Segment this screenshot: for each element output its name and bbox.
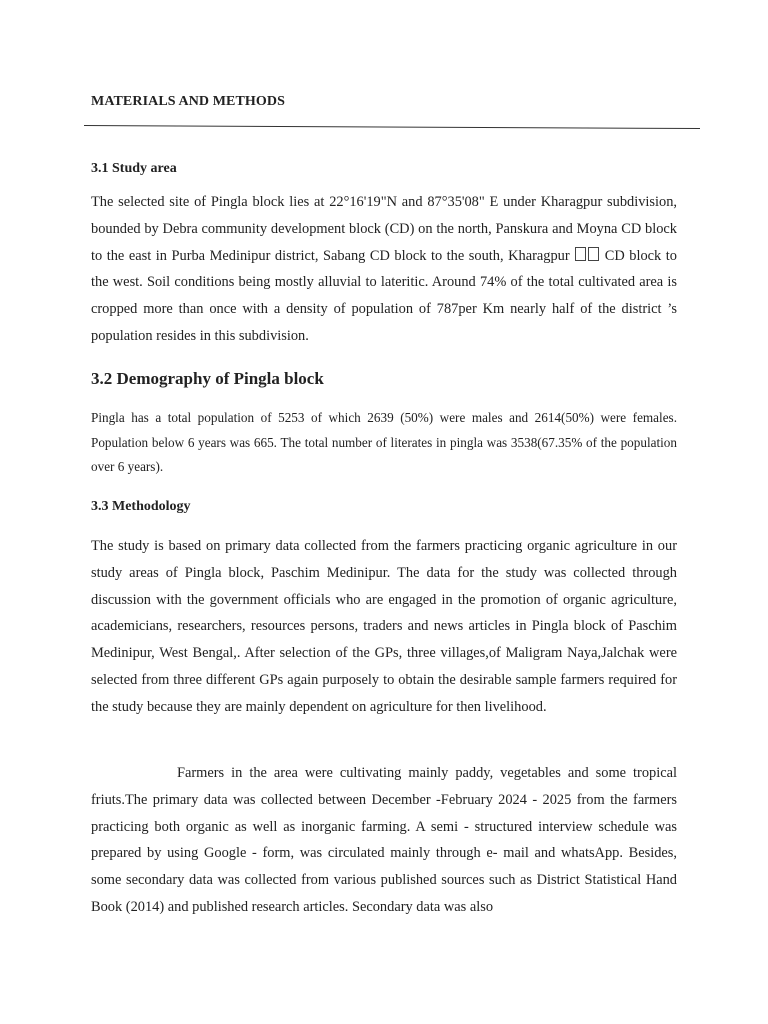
methodology-paragraph-1: The study is based on primary data collected from the farmers practicing organic agriculture in our study areas of Pingla block, Paschim Medinipur. The data for the study was collected through discussion with the government officials who are engaged in the promotion of organic agriculture, academicians, researchers, resources persons, traders and news articles in Pingla block of Paschim Medinipur, West Bengal,. After selection of the GPs, three villages,of Maligram Naya,Jalchak were selected from three different GPs again purposely to obtain the desirable sample farmers required for the study because they are mainly dependent on agriculture for then livelihood.: [91, 538, 677, 715]
title-divider: [84, 125, 700, 129]
section-heading-methodology: 3.3 Methodology: [91, 499, 191, 514]
study-area-paragraph: [91, 189, 677, 350]
section-heading-demography: 3.2 Demography of Pingla block: [91, 369, 324, 388]
section-heading-study-area: 3.1 Study area: [91, 161, 177, 176]
missing-glyph-icon: [588, 247, 599, 261]
demography-paragraph: Pingla has a total population of 5253 of which 2639 (50%) were males and 2614(50%) were females. Population below 6 years was 665. The total number of literates in pingla was 3538(67.35% of the population over 6 years).: [91, 410, 677, 474]
methodology-paragraph-2: Farmers in the area were cultivating mainly paddy, vegetables and some tropical friuts.The primary data was collected between December -February 2024 - 2025 from the farmers practicing both organic as well as inorganic farming. A semi - structured interview schedule was prepared by using Google - form, was circulated mainly through e- mail and whatsApp. Besides, some secondary data was collected from various published sources such as District Statistical Hand Book (2014) and published research articles. Secondary data was also: [91, 765, 677, 915]
missing-glyph-icon: [575, 247, 586, 261]
document-title: MATERIALS AND METHODS: [91, 94, 285, 109]
study-area-text-part-2: CD block to the west. Soil conditions being mostly alluvial to lateritic. Around 74% of the total cultivated area is cropped more than once with a density of population of 787per Km nearly half of the district ’s population resides in this subdivision.: [91, 247, 677, 344]
study-area-text-part-1: The selected site of Pingla block lies at 22°16'19"N and 87°35'08" E under Kharagpur subdivision, bounded by Debra community development block (CD) on the north, Panskura and Moyna CD block to the east in Purba Medinipur district, Sabang CD block to the south, Kharagpur: [91, 194, 677, 264]
